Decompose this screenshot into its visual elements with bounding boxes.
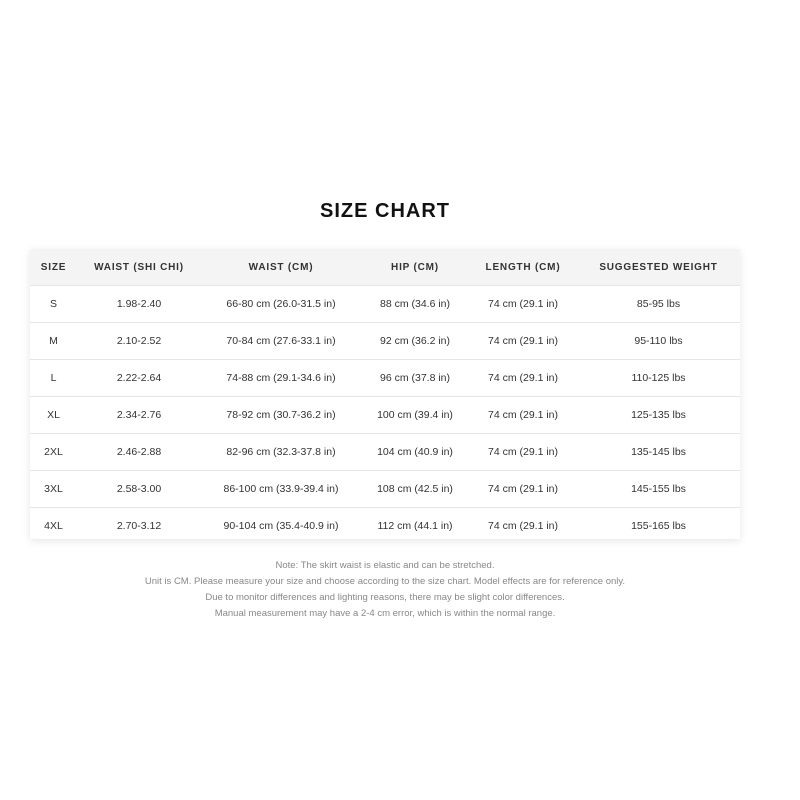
table-row	[30, 508, 740, 545]
note-line: Manual measurement may have a 2-4 cm error, which is within the normal range.	[214, 608, 556, 619]
cell-length-cm: 74 cm (29.1 in)	[469, 286, 577, 323]
cell-size: XL	[30, 397, 77, 434]
cell-waist-cm: 74-88 cm (29.1-34.6 in)	[201, 360, 361, 397]
cell-hip-cm: 104 cm (40.9 in)	[361, 434, 469, 471]
size-table	[30, 249, 740, 544]
cell-hip-cm: 88 cm (34.6 in)	[361, 286, 469, 323]
cell-waist-cm: 90-104 cm (35.4-40.9 in)	[201, 508, 361, 545]
header-hip-cm: HIP (CM)	[391, 261, 439, 273]
cell-suggested-weight: 155-165 lbs	[577, 508, 740, 545]
cell-waist-cm: 86-100 cm (33.9-39.4 in)	[201, 471, 361, 508]
table-row	[30, 434, 740, 471]
table-row	[30, 286, 740, 323]
cell-waist-cm: 82-96 cm (32.3-37.8 in)	[201, 434, 361, 471]
cell-size: 3XL	[30, 471, 77, 508]
cell-suggested-weight: 125-135 lbs	[577, 397, 740, 434]
header-waist-shi-chi: WAIST (SHI CHI)	[94, 261, 184, 273]
size-table-card	[30, 249, 740, 539]
cell-size: 2XL	[30, 434, 77, 471]
cell-waist-cm: 70-84 cm (27.6-33.1 in)	[201, 323, 361, 360]
table-row	[30, 360, 740, 397]
cell-suggested-weight: 85-95 lbs	[577, 286, 740, 323]
note-line: Unit is CM. Please measure your size and choose according to the size chart. Model effects are for reference only.	[144, 576, 626, 587]
header-waist-cm: WAIST (CM)	[248, 261, 314, 273]
cell-size: L	[30, 360, 77, 397]
cell-hip-cm: 92 cm (36.2 in)	[361, 323, 469, 360]
cell-size: M	[30, 323, 77, 360]
cell-waist-shi-chi: 2.70-3.12	[77, 508, 201, 545]
cell-length-cm: 74 cm (29.1 in)	[469, 397, 577, 434]
cell-hip-cm: 108 cm (42.5 in)	[361, 471, 469, 508]
note-line: Due to monitor differences and lighting reasons, there may be slight color differences.	[205, 592, 565, 603]
cell-length-cm: 74 cm (29.1 in)	[469, 323, 577, 360]
cell-waist-shi-chi: 2.46-2.88	[77, 434, 201, 471]
page-title: SIZE CHART	[320, 200, 450, 222]
cell-suggested-weight: 145-155 lbs	[577, 471, 740, 508]
header-size: SIZE	[40, 261, 67, 273]
cell-suggested-weight: 135-145 lbs	[577, 434, 740, 471]
table-row	[30, 323, 740, 360]
table-header-row	[30, 249, 740, 286]
cell-waist-shi-chi: 2.34-2.76	[77, 397, 201, 434]
cell-hip-cm: 112 cm (44.1 in)	[361, 508, 469, 545]
header-suggested-weight: SUGGESTED WEIGHT	[599, 261, 718, 273]
cell-hip-cm: 96 cm (37.8 in)	[361, 360, 469, 397]
cell-waist-cm: 66-80 cm (26.0-31.5 in)	[201, 286, 361, 323]
cell-waist-shi-chi: 2.10-2.52	[77, 323, 201, 360]
cell-hip-cm: 100 cm (39.4 in)	[361, 397, 469, 434]
table-row	[30, 471, 740, 508]
cell-length-cm: 74 cm (29.1 in)	[469, 434, 577, 471]
cell-waist-cm: 78-92 cm (30.7-36.2 in)	[201, 397, 361, 434]
notes-block	[0, 558, 770, 622]
table-row	[30, 397, 740, 434]
note-line: Note: The skirt waist is elastic and can be stretched.	[275, 560, 495, 571]
cell-suggested-weight: 110-125 lbs	[577, 360, 740, 397]
cell-size: 4XL	[30, 508, 77, 545]
header-length-cm: LENGTH (CM)	[485, 261, 561, 273]
cell-waist-shi-chi: 2.22-2.64	[77, 360, 201, 397]
cell-length-cm: 74 cm (29.1 in)	[469, 471, 577, 508]
cell-waist-shi-chi: 1.98-2.40	[77, 286, 201, 323]
cell-size: S	[30, 286, 77, 323]
cell-suggested-weight: 95-110 lbs	[577, 323, 740, 360]
cell-length-cm: 74 cm (29.1 in)	[469, 360, 577, 397]
cell-length-cm: 74 cm (29.1 in)	[469, 508, 577, 545]
cell-waist-shi-chi: 2.58-3.00	[77, 471, 201, 508]
